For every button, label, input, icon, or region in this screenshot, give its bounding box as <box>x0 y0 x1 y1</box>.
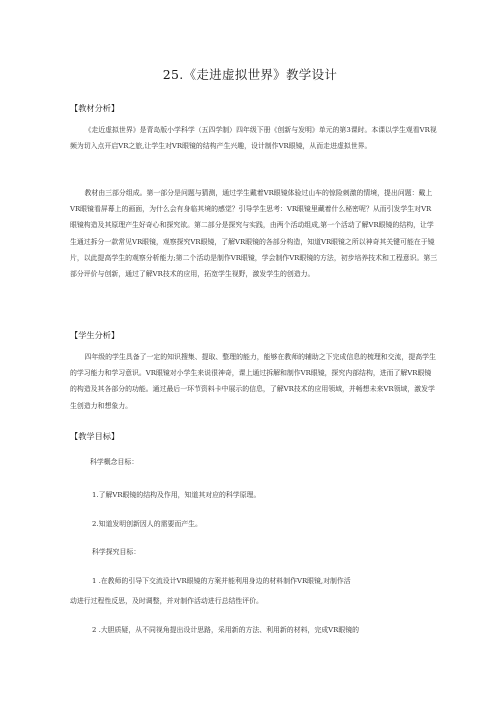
inquiry-goal-2: 2 .大胆质疑，从不同视角提出设计思路，采用新的方法、利用新的材料，完成VR眼镜的 <box>92 626 359 634</box>
material-paragraph-2: 教材由三部分组成。第一部分是问题与猜测，通过学生戴着VR眼镜体验过山车的惊险刺激的情境，提出问题：戴上VR眼镜看屏幕上的画面，为什么会有身临其境的感觉？引导学生思考：VR眼镜里藏着什么秘密呢？从而引发学生对VR眼镜构造及其原理产生好奇心和探究欲。第二部分是探究与实践，由两个活动组成,第一个活动了解VR眼镜的结构，让学生通过拆分一款常见VR眼镜，观察探究VR眼镜，了解VR眼镜的各部分构造，知道VR眼镜之所以神奇其关键可能在于镜片，以此提高学生的观察分析能力;第二个活动是制作VR眼镜，学会制作VR眼镜的方法，初步培养技术和工程意识。第三部分评价与创新，通过了解VR技术的应用，拓宽学生视野，激发学生的创造力。 <box>70 189 438 279</box>
section-heading-goals: 【教学目标】 <box>70 431 120 441</box>
section-heading-material: 【教材分析】 <box>70 103 120 113</box>
student-paragraph-1: 四年级的学生具备了一定的知识搜集、提取、整理的能力，能够在教师的辅助之下完成信息的梳理和交流，提高学生的学习能力和学习意识。VR眼镜对小学生来说很神奇，课上通过拆解和制作VR眼镜，探究内部结构，进而了解VR眼镜的构造及其各部分的功能。通过最后一环节资料卡中展示的信息，了解VR技术的应用领域，并畅想未来VR领域，激发学生创造力和想象力。 <box>70 353 436 410</box>
inquiry-goal-1-line-1: 1 .在教师的引导下交流设计VR眼镜的方案并能利用身边的材料制作VR眼镜,对制作活 <box>92 577 351 585</box>
concept-goal-2: 2.知道发明创新因人的需要而产生。 <box>92 520 202 528</box>
section-heading-student: 【学生分析】 <box>70 330 120 340</box>
page-title: 25.《走进虚拟世界》教学设计 <box>162 67 338 82</box>
concept-goal-1: 1.了解VR眼镜的结构及作用，知道其对应的科学原理。 <box>92 491 261 499</box>
material-paragraph-1: 《走近虚拟世界》是青岛版小学科学（五四学制）四年级下册《创新与发明》单元的第3课时。本课以学生观看VR视频为切入点开启VR之旅,让学生对VR眼镜的结构产生兴趣，设计制作VR眼镜，从而走进虚拟世界。 <box>70 126 437 151</box>
inquiry-goal-1-line-2: 动进行过程性反思，及时调整，并对制作活动进行总结性评价。 <box>70 597 263 605</box>
inquiry-goal-label: 科学探究目标： <box>92 548 141 556</box>
concept-goal-label: 科学概念目标： <box>90 458 139 466</box>
